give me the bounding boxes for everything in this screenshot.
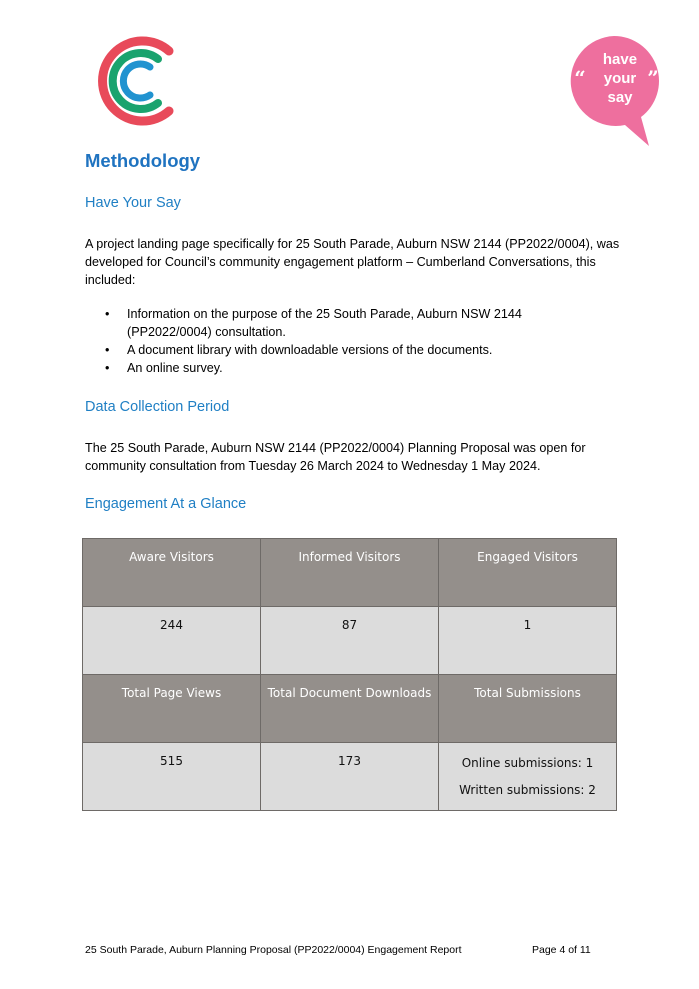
glance-heading: Engagement At a Glance (85, 496, 247, 512)
list-item: • Information on the purpose of the 25 South Parade, Auburn NSW 2144 (PP2022/0004) consultation. (105, 307, 522, 339)
table-row (83, 607, 617, 675)
table-row (83, 743, 617, 811)
bullet-icon: • (105, 343, 110, 357)
engaged-visitors-value: 1 (439, 607, 617, 675)
have-your-say-badge (565, 32, 663, 148)
engaged-visitors-header: Engaged Visitors (439, 539, 617, 607)
total-submissions-header: Total Submissions (439, 675, 617, 743)
page-title: Methodology (85, 150, 201, 171)
table-header-row (83, 539, 617, 607)
total-downloads-header: Total Document Downloads (261, 675, 439, 743)
total-page-views-header: Total Page Views (83, 675, 261, 743)
have-your-say-heading: Have Your Say (85, 195, 181, 211)
total-submissions-value (439, 743, 617, 811)
bullet-icon: • (105, 307, 110, 321)
open-quote-icon: “ (574, 66, 586, 90)
feature-list (85, 305, 605, 377)
informed-visitors-value: 87 (261, 607, 439, 675)
data-collection-text: The 25 South Parade, Auburn NSW 2144 (PP2022/0004) Planning Proposal was open for community consultation from Tuesday 26 March 2024 to Wednesday 1 May 2024. (85, 441, 586, 474)
informed-visitors-header: Informed Visitors (261, 539, 439, 607)
close-quote-icon: ” (647, 66, 659, 90)
footer-report-title: 25 South Parade, Auburn Planning Proposal (PP2022/0004) Engagement Report (85, 944, 462, 956)
total-downloads-value: 173 (261, 743, 439, 811)
have-your-say-intro: A project landing page specifically for 25 South Parade, Auburn NSW 2144 (PP2022/0004), was developed for Council’s community engagement platform – Cumberland Conversations, this included: (85, 237, 620, 288)
list-item: • A document library with downloadable versions of the documents. (105, 343, 493, 357)
written-submissions: Written submissions: 2 (459, 783, 596, 797)
bullet-icon: • (105, 361, 110, 375)
badge-word-1: have (602, 51, 638, 68)
data-collection-heading: Data Collection Period (85, 399, 230, 415)
badge-word-2: your (603, 70, 637, 87)
council-logo (86, 31, 178, 131)
engagement-table (82, 538, 617, 811)
list-item: • An online survey. (105, 361, 223, 375)
footer-page-number: Page 4 of 11 (532, 944, 591, 956)
online-submissions: Online submissions: 1 (461, 756, 594, 770)
aware-visitors-value: 244 (83, 607, 261, 675)
total-page-views-value: 515 (83, 743, 261, 811)
aware-visitors-header: Aware Visitors (83, 539, 261, 607)
badge-word-3: say (607, 89, 633, 106)
table-header-row (83, 675, 617, 743)
